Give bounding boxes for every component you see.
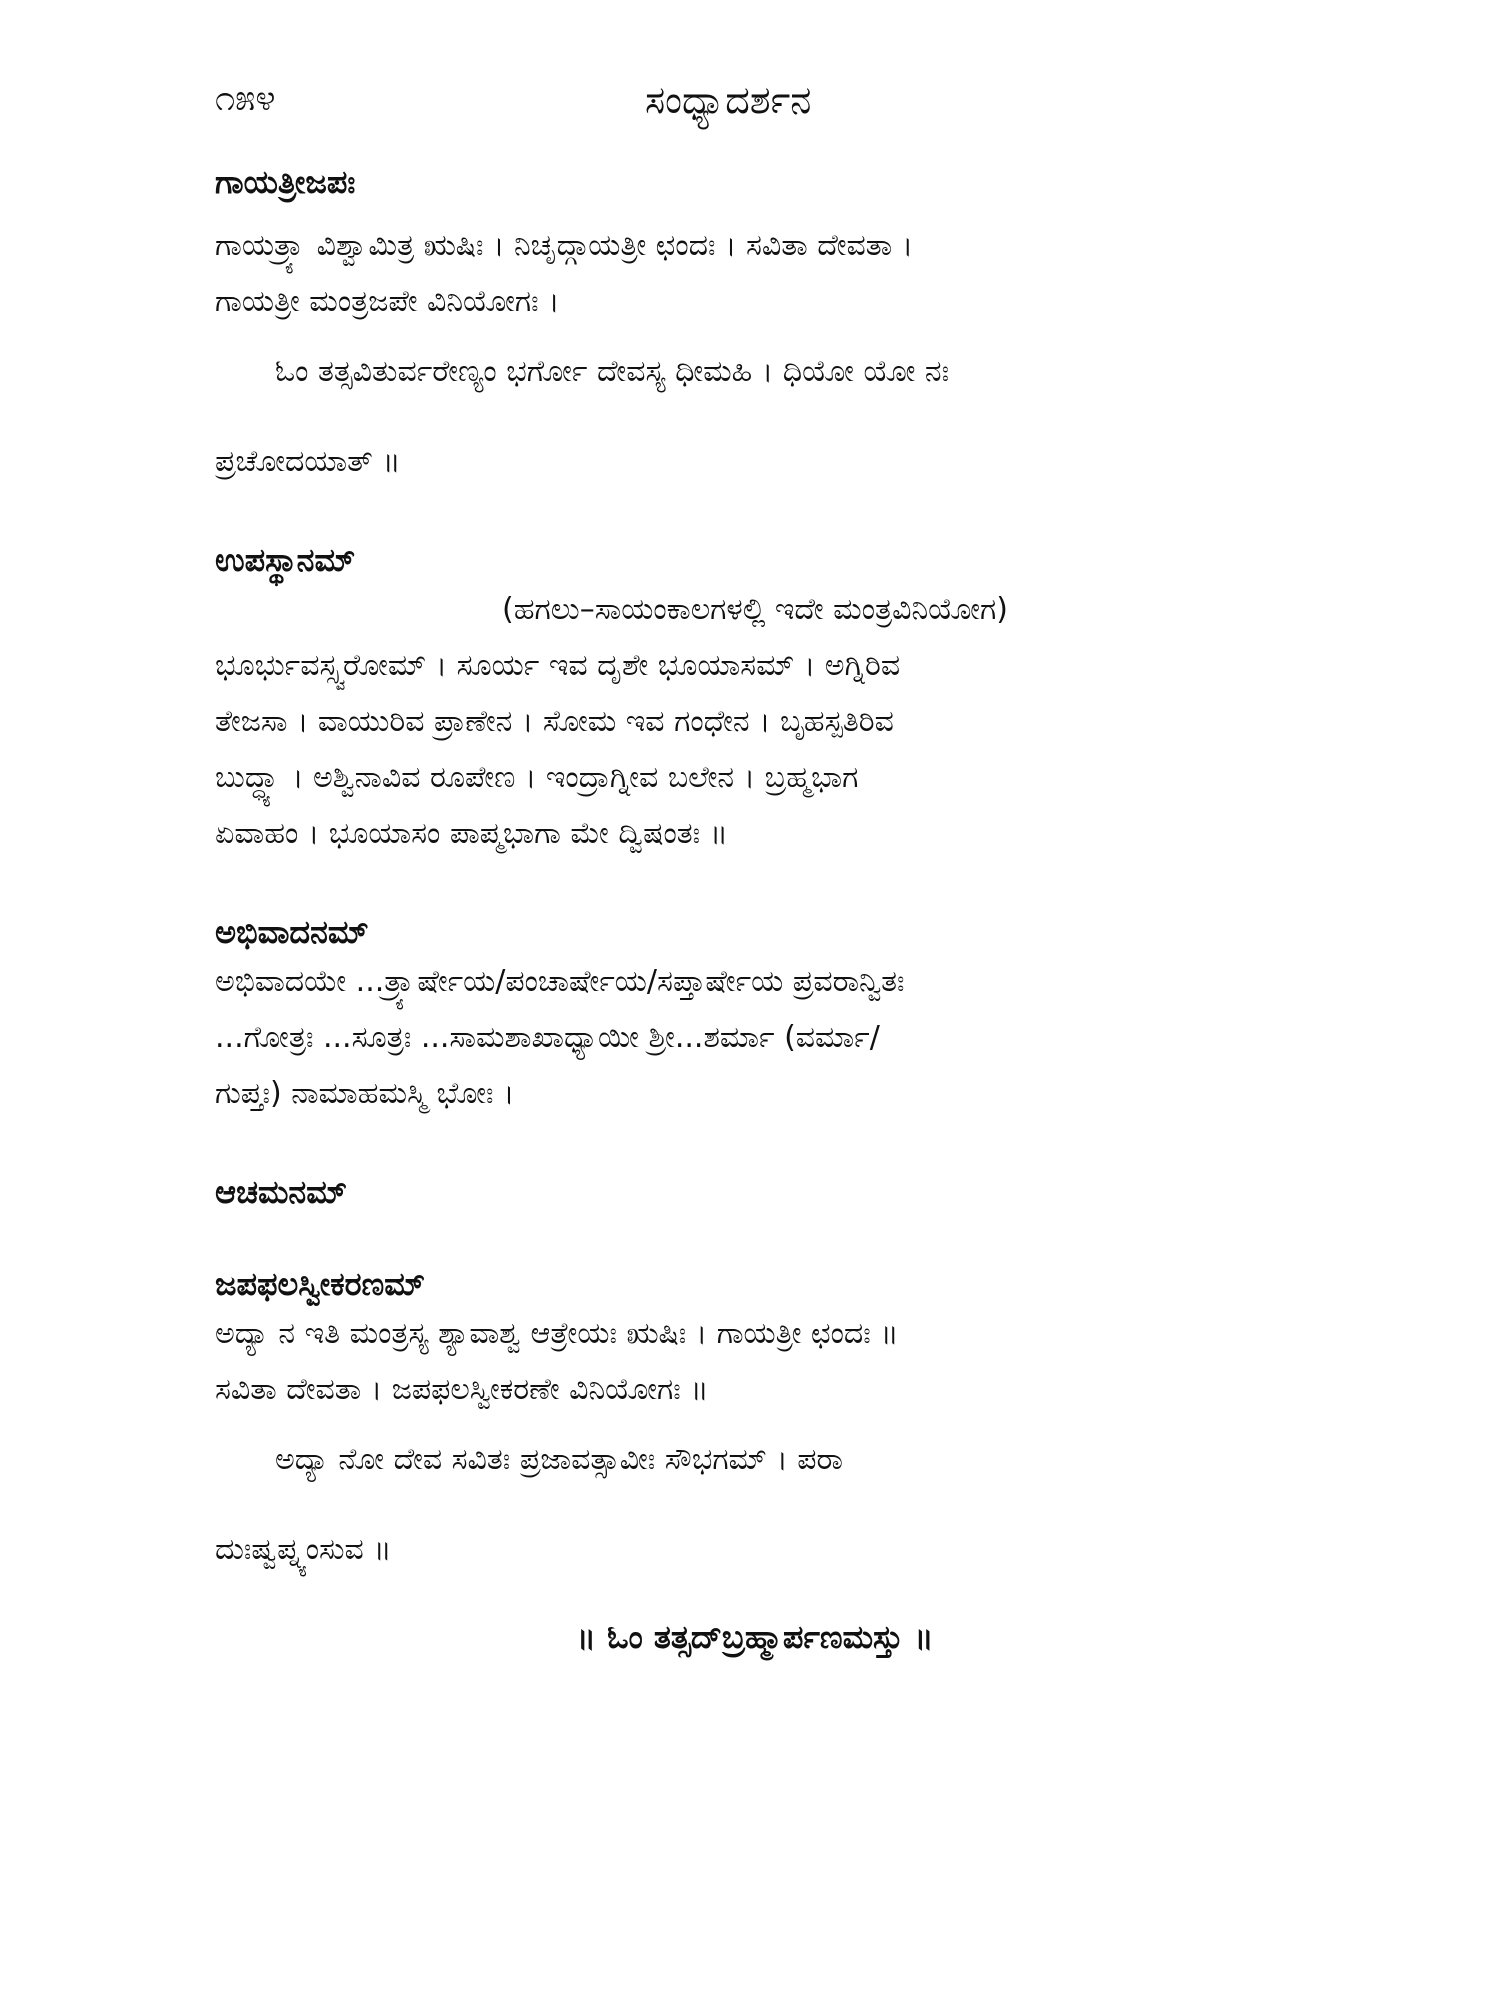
- mantra-line: ದುಃಷ್ವಪ್ನ್ಯಂಸುವ ॥: [215, 1532, 392, 1567]
- heading-gayatri-japa: ಗಾಯತ್ರೀಜಪಃ: [215, 163, 356, 201]
- text-line: ಗುಪ್ತಃ) ನಾಮಾಹಮಸ್ಮಿ ಭೋಃ ।: [215, 1076, 515, 1111]
- subtitle-note: (ಹಗಲು–ಸಾಯಂಕಾಲಗಳಲ್ಲಿ ಇದೇ ಮಂತ್ರವಿನಿಯೋಗ): [502, 592, 1008, 627]
- text-line: ಗಾಯತ್ರ್ಯಾ ವಿಶ್ವಾಮಿತ್ರ ಋಷಿಃ । ನಿಚೃದ್ಗಾಯತ್ರೀ ಛಂದಃ । ಸವಿತಾ ದೇವತಾ ।: [215, 228, 914, 263]
- running-title: ಸಂಧ್ಯಾದರ್ಶನ: [645, 78, 812, 122]
- text-line: ಬುದ್ಧ್ಯಾ । ಅಶ್ವಿನಾವಿವ ರೂಪೇಣ । ಇಂದ್ರಾಗ್ನೀವ ಬಲೇನ । ಬ್ರಹ್ಮಭಾಗ: [215, 760, 859, 795]
- mantra-line: ಅದ್ಯಾ ನೋ ದೇವ ಸವಿತಃ ಪ್ರಜಾವತ್ಸಾವೀಃ ಸೌಭಗಮ್ । ಪರಾ: [275, 1442, 843, 1477]
- text-line: ಏವಾಹಂ । ಭೂಯಾಸಂ ಪಾಪ್ಮಭಾಗಾ ಮೇ ದ್ವಿಷಂತಃ ॥: [215, 816, 728, 851]
- page-header: [215, 78, 1315, 138]
- heading-achamanam: ಆಚಮನಮ್: [215, 1173, 348, 1211]
- heading-japaphala: ಜಪಫಲಸ್ವೀಕರಣಮ್: [215, 1265, 426, 1303]
- text-line: ಗಾಯತ್ರೀ ಮಂತ್ರಜಪೇ ವಿನಿಯೋಗಃ ।: [215, 284, 560, 319]
- mantra-line: ಪ್ರಚೋದಯಾತ್ ॥: [215, 444, 401, 479]
- heading-upasthanam: ಉಪಸ್ಥಾನಮ್: [215, 541, 356, 579]
- closing-invocation: ॥ ಓಂ ತತ್ಸದ್‌ಬ್ರಹ್ಮಾರ್ಪಣಮಸ್ತು ॥: [576, 1618, 934, 1656]
- text-line: ಅದ್ಯಾ ನ ಇತಿ ಮಂತ್ರಸ್ಯ ಶ್ಯಾವಾಶ್ವ ಆತ್ರೇಯಃ ಋಷಿಃ । ಗಾಯತ್ರೀ ಛಂದಃ ॥: [215, 1316, 899, 1351]
- text-line: ತೇಜಸಾ । ವಾಯುರಿವ ಪ್ರಾಣೇನ । ಸೋಮ ಇವ ಗಂಧೇನ । ಬೃಹಸ್ಪತಿರಿವ: [215, 704, 894, 739]
- text-line: ಭೂರ್ಭುವಸ್ಸ್ವರೋಮ್ । ಸೂರ್ಯ ಇವ ದೃಶೇ ಭೂಯಾಸಮ್ । ಅಗ್ನಿರಿವ: [215, 648, 901, 683]
- page-number: ೧೫೪: [215, 78, 276, 119]
- mantra-line: ಓಂ ತತ್ಸವಿತುರ್ವರೇಣ್ಯಂ ಭರ್ಗೋ ದೇವಸ್ಯ ಧೀಮಹಿ । ಧಿಯೋ ಯೋ ನಃ: [275, 354, 950, 389]
- heading-abhivadanam: ಅಭಿವಾದನಮ್: [215, 913, 369, 951]
- text-line: ಅಭಿವಾದಯೇ ...ತ್ರ್ಯಾರ್ಷೇಯ/ಪಂಚಾರ್ಷೇಯ/ಸಪ್ತಾರ್ಷೇಯ ಪ್ರವರಾನ್ವಿತಃ: [215, 964, 905, 999]
- page-content: [215, 160, 1295, 1689]
- text-line: ಸವಿತಾ ದೇವತಾ । ಜಪಫಲಸ್ವೀಕರಣೇ ವಿನಿಯೋಗಃ ॥: [215, 1372, 709, 1407]
- text-line: ...ಗೋತ್ರಃ ...ಸೂತ್ರಃ ...ಸಾಮಶಾಖಾಧ್ಯಾಯೀ ಶ್ರೀ...ಶರ್ಮಾ (ವರ್ಮಾ/: [215, 1020, 880, 1055]
